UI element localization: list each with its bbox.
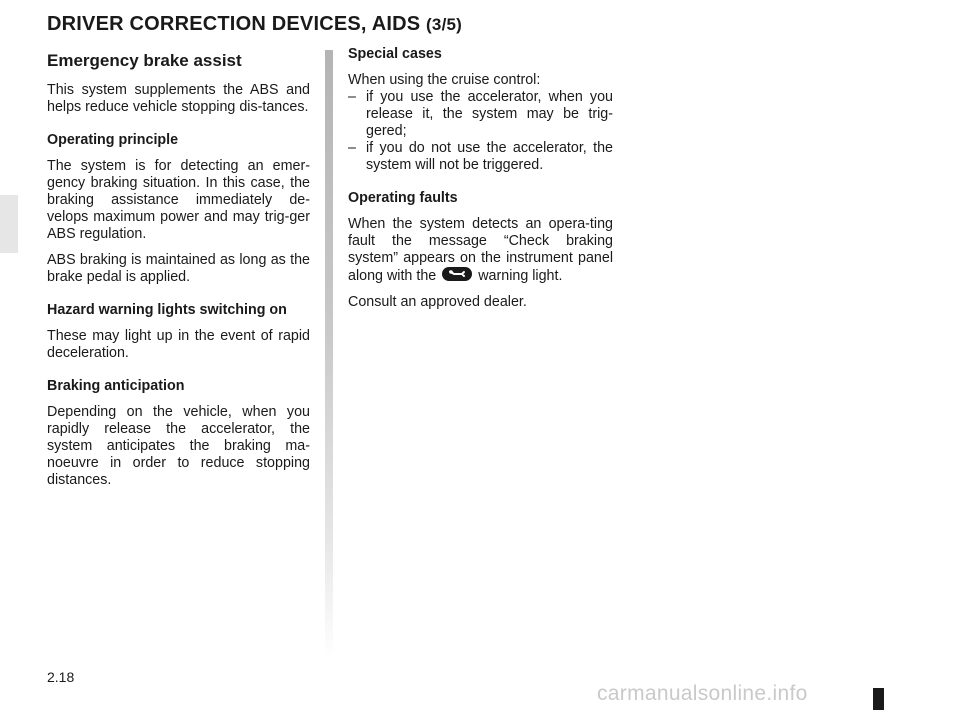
page-part-indicator: (3/5) — [426, 15, 463, 34]
operating-faults-text-end: warning light. — [478, 268, 563, 284]
spacer — [348, 183, 613, 190]
left-column — [47, 46, 310, 498]
page-title-text: DRIVER CORRECTION DEVICES, AIDS — [47, 13, 421, 35]
spanner-warning-icon — [442, 267, 472, 281]
operating-faults-text: When the system detects an opera-ting fault the message “Check braking system” appears on the instrument panel along with the — [348, 216, 613, 284]
operating-principle-paragraph: ABS braking is maintained as long as the brake pedal is applied. — [47, 252, 310, 285]
braking-anticipation-heading: Braking anticipation — [47, 378, 185, 394]
operating-principle-heading: Operating principle — [47, 132, 179, 148]
hazard-lights-paragraph: These may light up in the event of rapid deceleration. — [47, 328, 310, 361]
page-number: 2.18 — [47, 669, 75, 685]
spacer — [47, 125, 310, 132]
intro-paragraph: This system supplements the ABS and helps reduce vehicle stopping dis-tances. — [47, 82, 310, 115]
page-title — [47, 13, 462, 36]
right-column — [348, 46, 613, 320]
operating-faults-heading: Operating faults — [348, 190, 458, 206]
special-cases-intro: When using the cruise control: — [348, 72, 541, 88]
special-cases-list — [348, 89, 613, 174]
dealer-paragraph: Consult an approved dealer. — [348, 294, 527, 310]
section-tab-marker — [0, 195, 18, 253]
list-item: – if you use the accelerator, when you release it, the system may be trig-gered; — [348, 89, 613, 140]
section-heading: Emergency brake assist — [47, 51, 242, 70]
corner-marker — [873, 688, 884, 710]
operating-faults-paragraph — [348, 216, 613, 285]
special-cases-heading: Special cases — [348, 46, 442, 62]
braking-anticipation-paragraph: Depending on the vehicle, when you rapidly release the accelerator, the system anticipates the braking ma-noeuvre in order to reduce stopping distances. — [47, 404, 310, 488]
column-divider — [325, 50, 333, 660]
operating-principle-paragraph: The system is for detecting an emer-gency braking situation. In this case, the braking assistance immediately de-velops maximum power and may trig-ger ABS regulation. — [47, 158, 310, 242]
watermark: carmanualsonline.info — [597, 682, 808, 705]
spacer — [47, 295, 310, 302]
spacer — [47, 371, 310, 378]
hazard-lights-heading: Hazard warning lights switching on — [47, 302, 287, 318]
list-item: – if you do not use the accelerator, the system will not be triggered. — [348, 140, 613, 174]
